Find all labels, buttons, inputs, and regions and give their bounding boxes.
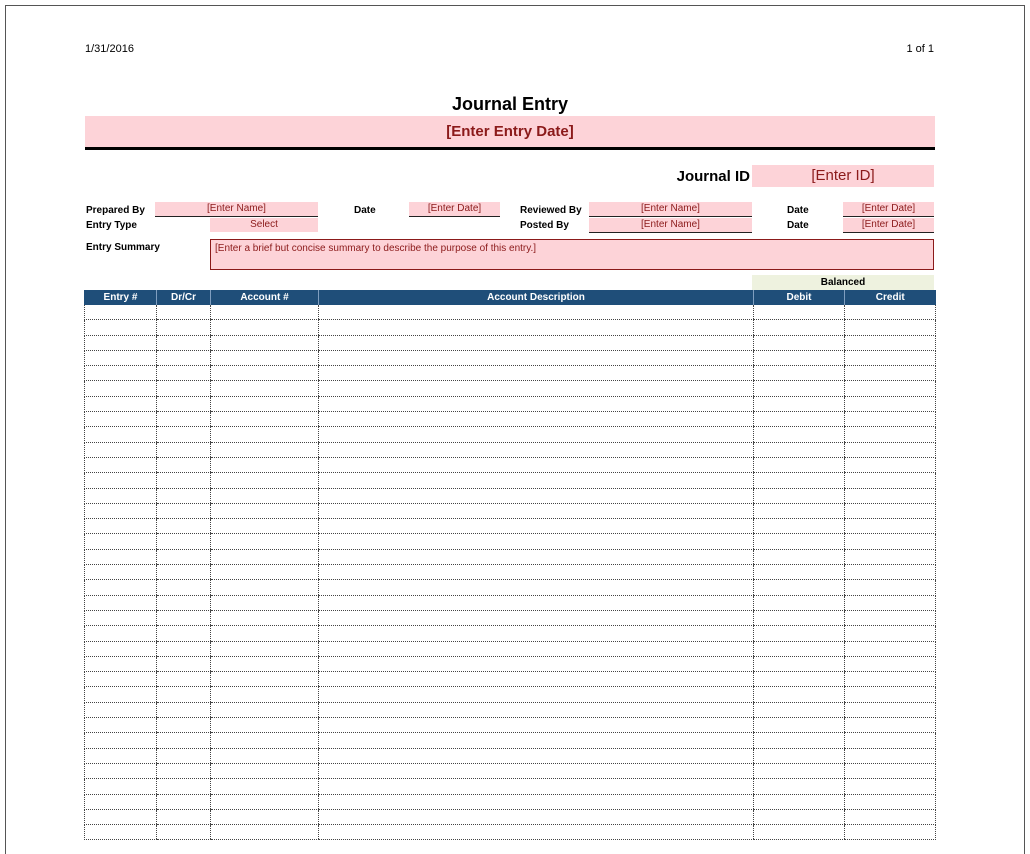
entry-number-cell[interactable]	[85, 656, 157, 671]
credit-cell[interactable]	[845, 320, 936, 335]
account-description-cell[interactable]	[319, 473, 754, 488]
account-number-cell[interactable]	[211, 565, 319, 580]
entry-number-cell[interactable]	[85, 442, 157, 457]
dr-cr-cell[interactable]	[157, 473, 211, 488]
entry-number-cell[interactable]	[85, 320, 157, 335]
date-field-1[interactable]: [Enter Date]	[409, 202, 500, 217]
entry-number-cell[interactable]	[85, 457, 157, 472]
account-number-cell[interactable]	[211, 549, 319, 564]
account-number-cell[interactable]	[211, 718, 319, 733]
credit-cell[interactable]	[845, 503, 936, 518]
debit-cell[interactable]	[754, 305, 845, 320]
dr-cr-cell[interactable]	[157, 412, 211, 427]
account-description-cell[interactable]	[319, 610, 754, 625]
credit-cell[interactable]	[845, 305, 936, 320]
entry-number-cell[interactable]	[85, 733, 157, 748]
credit-cell[interactable]	[845, 457, 936, 472]
account-description-cell[interactable]	[319, 488, 754, 503]
credit-cell[interactable]	[845, 381, 936, 396]
column-header-debit: Debit	[754, 290, 845, 305]
table-row	[85, 473, 936, 488]
account-description-cell[interactable]	[319, 534, 754, 549]
credit-cell[interactable]	[845, 595, 936, 610]
table-row	[85, 595, 936, 610]
account-number-cell[interactable]	[211, 534, 319, 549]
dr-cr-cell[interactable]	[157, 442, 211, 457]
account-number-cell[interactable]	[211, 503, 319, 518]
entry-summary-field[interactable]: [Enter a brief but concise summary to describe the purpose of this entry.]	[210, 239, 934, 270]
journal-lines-table	[84, 290, 936, 840]
account-number-cell[interactable]	[211, 656, 319, 671]
dr-cr-cell[interactable]	[157, 305, 211, 320]
table-row	[85, 794, 936, 809]
dr-cr-cell[interactable]	[157, 610, 211, 625]
entry-number-cell[interactable]	[85, 381, 157, 396]
dr-cr-cell[interactable]	[157, 794, 211, 809]
credit-cell[interactable]	[845, 534, 936, 549]
table-row	[85, 412, 936, 427]
account-description-cell[interactable]	[319, 427, 754, 442]
posted-by-field[interactable]: [Enter Name]	[589, 218, 752, 233]
table-row	[85, 809, 936, 824]
credit-cell[interactable]	[845, 809, 936, 824]
dr-cr-cell[interactable]	[157, 595, 211, 610]
table-row	[85, 763, 936, 778]
debit-cell[interactable]	[754, 641, 845, 656]
dr-cr-cell[interactable]	[157, 733, 211, 748]
debit-cell[interactable]	[754, 610, 845, 625]
credit-cell[interactable]	[845, 641, 936, 656]
account-description-cell[interactable]	[319, 412, 754, 427]
account-description-cell[interactable]	[319, 779, 754, 794]
credit-cell[interactable]	[845, 580, 936, 595]
entry-number-cell[interactable]	[85, 488, 157, 503]
account-number-cell[interactable]	[211, 457, 319, 472]
dr-cr-cell[interactable]	[157, 427, 211, 442]
table-row	[85, 748, 936, 763]
credit-cell[interactable]	[845, 565, 936, 580]
account-description-cell[interactable]	[319, 381, 754, 396]
debit-cell[interactable]	[754, 320, 845, 335]
account-description-cell[interactable]	[319, 687, 754, 702]
credit-cell[interactable]	[845, 656, 936, 671]
debit-cell[interactable]	[754, 779, 845, 794]
date-field-2[interactable]: [Enter Date]	[843, 202, 934, 217]
credit-cell[interactable]	[845, 350, 936, 365]
account-description-cell[interactable]	[319, 442, 754, 457]
entry-number-cell[interactable]	[85, 825, 157, 840]
credit-cell[interactable]	[845, 687, 936, 702]
column-header-entry-number: Entry #	[85, 290, 157, 305]
table-row	[85, 519, 936, 534]
account-description-cell[interactable]	[319, 763, 754, 778]
debit-cell[interactable]	[754, 350, 845, 365]
page-number: 1 of 1	[906, 43, 934, 55]
entry-number-cell[interactable]	[85, 626, 157, 641]
dr-cr-cell[interactable]	[157, 687, 211, 702]
entry-date-field[interactable]: [Enter Entry Date]	[85, 116, 935, 147]
account-number-cell[interactable]	[211, 580, 319, 595]
entry-number-cell[interactable]	[85, 412, 157, 427]
account-number-cell[interactable]	[211, 473, 319, 488]
table-row	[85, 442, 936, 457]
account-description-cell[interactable]	[319, 672, 754, 687]
prepared-by-label: Prepared By	[86, 205, 145, 216]
entry-number-cell[interactable]	[85, 350, 157, 365]
credit-cell[interactable]	[845, 702, 936, 717]
account-number-cell[interactable]	[211, 748, 319, 763]
dr-cr-cell[interactable]	[157, 779, 211, 794]
table-row	[85, 687, 936, 702]
table-row	[85, 366, 936, 381]
debit-cell[interactable]	[754, 702, 845, 717]
table-row	[85, 457, 936, 472]
account-number-cell[interactable]	[211, 412, 319, 427]
table-row	[85, 702, 936, 717]
credit-cell[interactable]	[845, 626, 936, 641]
entry-number-cell[interactable]	[85, 534, 157, 549]
page-title: Journal Entry	[451, 94, 569, 114]
dr-cr-cell[interactable]	[157, 580, 211, 595]
entry-number-cell[interactable]	[85, 763, 157, 778]
debit-cell[interactable]	[754, 488, 845, 503]
debit-cell[interactable]	[754, 733, 845, 748]
entry-number-cell[interactable]	[85, 366, 157, 381]
account-description-cell[interactable]	[319, 595, 754, 610]
debit-cell[interactable]	[754, 656, 845, 671]
title-divider	[85, 147, 935, 150]
table-row	[85, 733, 936, 748]
column-header-dr-cr: Dr/Cr	[157, 290, 211, 305]
account-description-cell[interactable]	[319, 519, 754, 534]
table-row	[85, 534, 936, 549]
dr-cr-cell[interactable]	[157, 672, 211, 687]
dr-cr-cell[interactable]	[157, 641, 211, 656]
account-description-cell[interactable]	[319, 335, 754, 350]
prepared-by-field[interactable]: [Enter Name]	[155, 202, 318, 217]
dr-cr-cell[interactable]	[157, 488, 211, 503]
table-row	[85, 549, 936, 564]
credit-cell[interactable]	[845, 427, 936, 442]
debit-cell[interactable]	[754, 427, 845, 442]
account-number-cell[interactable]	[211, 687, 319, 702]
credit-cell[interactable]	[845, 825, 936, 840]
entry-number-cell[interactable]	[85, 595, 157, 610]
date-label-1: Date	[354, 205, 376, 216]
account-number-cell[interactable]	[211, 350, 319, 365]
account-number-cell[interactable]	[211, 825, 319, 840]
debit-cell[interactable]	[754, 457, 845, 472]
debit-cell[interactable]	[754, 442, 845, 457]
entry-number-cell[interactable]	[85, 396, 157, 411]
entry-number-cell[interactable]	[85, 610, 157, 625]
entry-number-cell[interactable]	[85, 565, 157, 580]
credit-cell[interactable]	[845, 763, 936, 778]
account-description-cell[interactable]	[319, 457, 754, 472]
dr-cr-cell[interactable]	[157, 825, 211, 840]
debit-cell[interactable]	[754, 519, 845, 534]
entry-number-cell[interactable]	[85, 748, 157, 763]
dr-cr-cell[interactable]	[157, 503, 211, 518]
credit-cell[interactable]	[845, 610, 936, 625]
balanced-status: Balanced	[752, 275, 934, 290]
date-label-3: Date	[787, 220, 809, 231]
debit-cell[interactable]	[754, 534, 845, 549]
dr-cr-cell[interactable]	[157, 809, 211, 824]
date-field-3[interactable]: [Enter Date]	[843, 218, 934, 233]
account-description-cell[interactable]	[319, 396, 754, 411]
entry-number-cell[interactable]	[85, 687, 157, 702]
entry-number-cell[interactable]	[85, 641, 157, 656]
credit-cell[interactable]	[845, 473, 936, 488]
account-number-cell[interactable]	[211, 381, 319, 396]
reviewed-by-field[interactable]: [Enter Name]	[589, 202, 752, 217]
account-number-cell[interactable]	[211, 320, 319, 335]
account-number-cell[interactable]	[211, 626, 319, 641]
column-header-credit: Credit	[845, 290, 936, 305]
journal-id-label: Journal ID	[676, 168, 750, 185]
entry-number-cell[interactable]	[85, 809, 157, 824]
entry-number-cell[interactable]	[85, 672, 157, 687]
column-header-account-number: Account #	[211, 290, 319, 305]
table-row	[85, 381, 936, 396]
table-row	[85, 396, 936, 411]
dr-cr-cell[interactable]	[157, 656, 211, 671]
table-row	[85, 672, 936, 687]
dr-cr-cell[interactable]	[157, 534, 211, 549]
entry-number-cell[interactable]	[85, 580, 157, 595]
entry-number-cell[interactable]	[85, 519, 157, 534]
dr-cr-cell[interactable]	[157, 350, 211, 365]
table-header-row	[85, 290, 936, 305]
debit-cell[interactable]	[754, 565, 845, 580]
credit-cell[interactable]	[845, 733, 936, 748]
entry-summary-label: Entry Summary	[86, 242, 160, 253]
debit-cell[interactable]	[754, 748, 845, 763]
credit-cell[interactable]	[845, 794, 936, 809]
account-description-cell[interactable]	[319, 748, 754, 763]
debit-cell[interactable]	[754, 809, 845, 824]
dr-cr-cell[interactable]	[157, 335, 211, 350]
debit-cell[interactable]	[754, 626, 845, 641]
dr-cr-cell[interactable]	[157, 549, 211, 564]
reviewed-by-label: Reviewed By	[520, 205, 582, 216]
debit-cell[interactable]	[754, 335, 845, 350]
print-date: 1/31/2016	[85, 43, 134, 55]
account-description-cell[interactable]	[319, 718, 754, 733]
account-number-cell[interactable]	[211, 396, 319, 411]
entry-number-cell[interactable]	[85, 702, 157, 717]
credit-cell[interactable]	[845, 779, 936, 794]
account-description-cell[interactable]	[319, 549, 754, 564]
credit-cell[interactable]	[845, 672, 936, 687]
account-description-cell[interactable]	[319, 320, 754, 335]
debit-cell[interactable]	[754, 825, 845, 840]
account-number-cell[interactable]	[211, 427, 319, 442]
table-row	[85, 580, 936, 595]
debit-cell[interactable]	[754, 672, 845, 687]
credit-cell[interactable]	[845, 442, 936, 457]
account-number-cell[interactable]	[211, 779, 319, 794]
account-number-cell[interactable]	[211, 809, 319, 824]
account-number-cell[interactable]	[211, 519, 319, 534]
column-header-account-description: Account Description	[319, 290, 754, 305]
credit-cell[interactable]	[845, 396, 936, 411]
account-description-cell[interactable]	[319, 366, 754, 381]
table-row	[85, 641, 936, 656]
account-description-cell[interactable]	[319, 580, 754, 595]
account-description-cell[interactable]	[319, 702, 754, 717]
debit-cell[interactable]	[754, 718, 845, 733]
account-number-cell[interactable]	[211, 733, 319, 748]
debit-cell[interactable]	[754, 763, 845, 778]
dr-cr-cell[interactable]	[157, 626, 211, 641]
credit-cell[interactable]	[845, 748, 936, 763]
debit-cell[interactable]	[754, 687, 845, 702]
table-row	[85, 335, 936, 350]
dr-cr-cell[interactable]	[157, 702, 211, 717]
table-row	[85, 626, 936, 641]
dr-cr-cell[interactable]	[157, 457, 211, 472]
credit-cell[interactable]	[845, 718, 936, 733]
credit-cell[interactable]	[845, 488, 936, 503]
account-number-cell[interactable]	[211, 641, 319, 656]
debit-cell[interactable]	[754, 396, 845, 411]
debit-cell[interactable]	[754, 580, 845, 595]
dr-cr-cell[interactable]	[157, 565, 211, 580]
dr-cr-cell[interactable]	[157, 396, 211, 411]
credit-cell[interactable]	[845, 335, 936, 350]
account-description-cell[interactable]	[319, 641, 754, 656]
account-number-cell[interactable]	[211, 442, 319, 457]
account-number-cell[interactable]	[211, 763, 319, 778]
dr-cr-cell[interactable]	[157, 366, 211, 381]
entry-number-cell[interactable]	[85, 549, 157, 564]
debit-cell[interactable]	[754, 412, 845, 427]
debit-cell[interactable]	[754, 473, 845, 488]
date-label-2: Date	[787, 205, 809, 216]
credit-cell[interactable]	[845, 412, 936, 427]
dr-cr-cell[interactable]	[157, 381, 211, 396]
table-row	[85, 427, 936, 442]
entry-number-cell[interactable]	[85, 473, 157, 488]
entry-number-cell[interactable]	[85, 779, 157, 794]
account-number-cell[interactable]	[211, 335, 319, 350]
account-number-cell[interactable]	[211, 702, 319, 717]
credit-cell[interactable]	[845, 549, 936, 564]
dr-cr-cell[interactable]	[157, 763, 211, 778]
account-number-cell[interactable]	[211, 672, 319, 687]
account-number-cell[interactable]	[211, 595, 319, 610]
account-number-cell[interactable]	[211, 794, 319, 809]
credit-cell[interactable]	[845, 366, 936, 381]
table-row	[85, 779, 936, 794]
account-description-cell[interactable]	[319, 503, 754, 518]
account-number-cell[interactable]	[211, 305, 319, 320]
account-description-cell[interactable]	[319, 733, 754, 748]
dr-cr-cell[interactable]	[157, 718, 211, 733]
entry-type-label: Entry Type	[86, 220, 137, 231]
dr-cr-cell[interactable]	[157, 748, 211, 763]
debit-cell[interactable]	[754, 794, 845, 809]
debit-cell[interactable]	[754, 503, 845, 518]
table-row	[85, 320, 936, 335]
dr-cr-cell[interactable]	[157, 320, 211, 335]
entry-type-select[interactable]: Select	[210, 218, 318, 232]
account-number-cell[interactable]	[211, 610, 319, 625]
table-row	[85, 350, 936, 365]
debit-cell[interactable]	[754, 549, 845, 564]
table-row	[85, 305, 936, 320]
entry-number-cell[interactable]	[85, 335, 157, 350]
account-description-cell[interactable]	[319, 809, 754, 824]
table-row	[85, 656, 936, 671]
account-description-cell[interactable]	[319, 305, 754, 320]
account-description-cell[interactable]	[319, 565, 754, 580]
journal-id-field[interactable]: [Enter ID]	[752, 165, 934, 187]
entry-number-cell[interactable]	[85, 794, 157, 809]
account-description-cell[interactable]	[319, 825, 754, 840]
table-row	[85, 825, 936, 840]
entry-number-cell[interactable]	[85, 718, 157, 733]
table-row	[85, 488, 936, 503]
account-description-cell[interactable]	[319, 794, 754, 809]
debit-cell[interactable]	[754, 381, 845, 396]
entry-number-cell[interactable]	[85, 427, 157, 442]
account-description-cell[interactable]	[319, 656, 754, 671]
account-number-cell[interactable]	[211, 366, 319, 381]
table-row	[85, 718, 936, 733]
table-row	[85, 565, 936, 580]
account-description-cell[interactable]	[319, 350, 754, 365]
entry-number-cell[interactable]	[85, 305, 157, 320]
posted-by-label: Posted By	[520, 220, 569, 231]
table-row	[85, 503, 936, 518]
account-number-cell[interactable]	[211, 488, 319, 503]
debit-cell[interactable]	[754, 366, 845, 381]
entry-number-cell[interactable]	[85, 503, 157, 518]
account-description-cell[interactable]	[319, 626, 754, 641]
table-row	[85, 610, 936, 625]
dr-cr-cell[interactable]	[157, 519, 211, 534]
debit-cell[interactable]	[754, 595, 845, 610]
credit-cell[interactable]	[845, 519, 936, 534]
